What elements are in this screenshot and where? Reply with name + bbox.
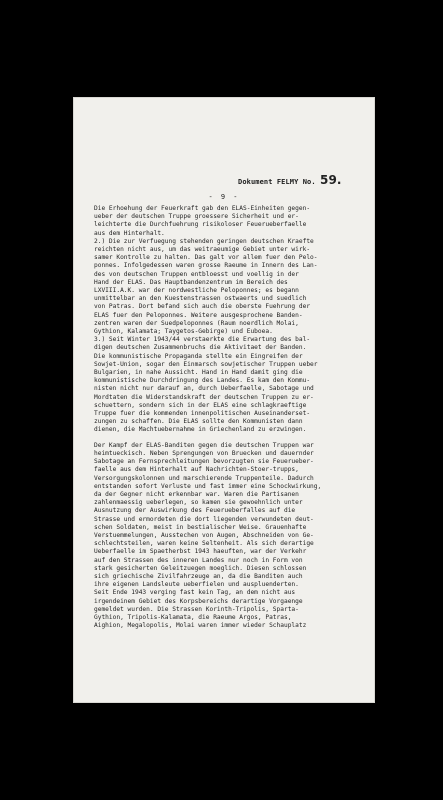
- document-reference-label: Dokument FELMY No.: [238, 178, 316, 186]
- text-line: Der Kampf der ELAS-Banditen gegen die deutschen Truppen war: [94, 441, 314, 449]
- paragraph-1: [94, 205, 366, 435]
- text-line: ELAS fuer den Peloponnes. Weitere ausgesprochene Banden-: [94, 311, 303, 319]
- text-line: Sabotage an Fernsprechleitungen bevorzugten sie Feuerueber-: [94, 458, 314, 466]
- text-line: Mordtaten die Widerstandskraft der deutschen Truppen zu er-: [94, 393, 314, 401]
- document-reference-number: 59.: [320, 173, 342, 187]
- text-line: nisten nicht nur darauf an, durch Ueberfaelle, Sabotage und: [94, 385, 314, 393]
- text-line: Hand der ELAS. Das Hauptbandenzentrum im Bereich des: [94, 278, 288, 286]
- text-line: zahlenmaessig ueberlegen, so kamen sie gewoehnlich unter: [94, 499, 303, 507]
- text-line: reichten nicht aus, um das weitraeumige Gebiet unter wirk-: [94, 246, 311, 254]
- text-line: Bulgarien, in nahe Aussicht. Hand in Hand damit ging die: [94, 369, 303, 377]
- text-line: auf den Strassen des inneren Landes nur noch in Form von: [94, 556, 303, 564]
- text-line: Seit Ende 1943 verging fast kein Tag, an dem nicht aus: [94, 589, 296, 597]
- text-line: Ueberfaelle im Spaetherbst 1943 haeuften, war der Verkehr: [94, 548, 307, 556]
- text-line: kommunistische Durchdringung des Landes. Es kam den Kommu-: [94, 377, 311, 385]
- text-line: ponnes. Infolgedessen waren grosse Raeume in Innern des Lan-: [94, 262, 318, 270]
- text-line: schlechtsteilen, waren keine Seltenheit. Als sich derartige: [94, 540, 314, 548]
- text-line: da der Gegner nicht erkennbar war. Waren die Partisanen: [94, 490, 299, 498]
- text-line: aus dem Hinterhalt.: [94, 229, 165, 237]
- text-line: zungen zu schaffen. Die ELAS sollte den Kommunisten dann: [94, 418, 303, 426]
- text-line: entstanden sofort Verluste und fast immer eine Schockwirkung,: [94, 482, 322, 490]
- document-page: [73, 97, 375, 703]
- paragraph-2: [94, 442, 366, 631]
- text-line: von Patras. Dort befand sich auch die oberste Fuehrung der: [94, 303, 311, 311]
- text-line: Die Erhoehung der Feuerkraft gab den ELAS-Einheiten gegen-: [94, 205, 311, 212]
- paragraph-gap: [94, 435, 366, 442]
- text-line: ihre eigenen Landsleute ueberfielen und auspluenderten.: [94, 581, 299, 589]
- text-line: digen deutschen Zusammenbruchs die Aktivitaet der Banden.: [94, 344, 307, 352]
- document-reference: [238, 173, 342, 187]
- text-line: ueber der deutschen Truppe groessere Sicherheit und er-: [94, 213, 299, 221]
- text-line: irgendeinem Gebiet des Korpsbereichs derartige Vorgaenge: [94, 597, 303, 605]
- text-line: Truppe fuer die kommenden innenpolitischen Auseinanderset-: [94, 410, 311, 418]
- text-line: heimtueckisch. Neben Sprengungen von Bruecken und dauernder: [94, 449, 314, 457]
- text-line: leichterte die Durchfuehrung risikoloser Feuerueberfaelle: [94, 221, 307, 229]
- text-line: schuettern, sondern sich in der ELAS eine schlagkraeftige: [94, 401, 307, 409]
- text-line: stark gesicherten Geleitzuegen moeglich. Diesen schlossen: [94, 564, 307, 572]
- text-line: Versorgungskolonnen und marschierende Truppenteile. Dadurch: [94, 474, 314, 482]
- text-line: des von deutschen Truppen entbloesst und voellig in der: [94, 270, 299, 278]
- text-line: dienen, die Machtuebernahme in Griechenland zu erzwingen.: [94, 426, 307, 434]
- document-body: [94, 205, 366, 630]
- text-line: Die kommunistische Propaganda stellte ein Eingreifen der: [94, 352, 303, 360]
- text-line: faelle aus dem Hinterhalt auf Nachrichten-Stoer-trupps,: [94, 466, 299, 474]
- text-line: Verstuemmelungen, Ausstechen von Augen, Abschneiden von Ge-: [94, 531, 314, 539]
- text-line: Aighion, Megalopolis, Molai waren immer wieder Schauplatz: [94, 622, 307, 630]
- text-line: Ausnutzung der Auswirkung des Feuerueberfalles auf die: [94, 507, 296, 515]
- text-line: schen Soldaten, meist in bestialischer Weise. Grauenhafte: [94, 523, 307, 531]
- text-line: 2.) Die zur Verfuegung stehenden geringen deutschen Kraefte: [94, 237, 314, 245]
- text-line: Strasse und ermordeten die dort liegenden verwundeten deut-: [94, 515, 314, 523]
- text-line: Sowjet-Union, sogar den Einmarsch sowjetischer Truppen ueber: [94, 360, 318, 368]
- text-line: sich griechische Zivilfahrzeuge an, da die Banditen auch: [94, 572, 303, 580]
- text-line: unmittelbar an den Kuestenstrassen ostwaerts und suedlich: [94, 295, 307, 303]
- page-number: - 9 -: [208, 193, 240, 201]
- text-line: Gythion, Kalamata; Taygetos-Gebirge) und Euboea.: [94, 328, 273, 336]
- text-line: LXVIII.A.K. war der nordwestliche Peloponnes; es begann: [94, 287, 299, 295]
- text-line: gemeldet wurden. Die Strassen Korinth-Tripolis, Sparta-: [94, 605, 299, 613]
- text-line: samer Kontrolle zu halten. Das galt vor allem fuer den Pelo-: [94, 254, 318, 262]
- text-line: zentren waren der Suedpeloponnes (Raum noerdlich Molai,: [94, 319, 299, 327]
- text-line: Gythion, Tripolis-Kalamata, die Raeume Argos, Patras,: [94, 613, 292, 621]
- text-line: 3.) Seit Winter 1943/44 verstaerkte die Erwartung des bal-: [94, 336, 311, 344]
